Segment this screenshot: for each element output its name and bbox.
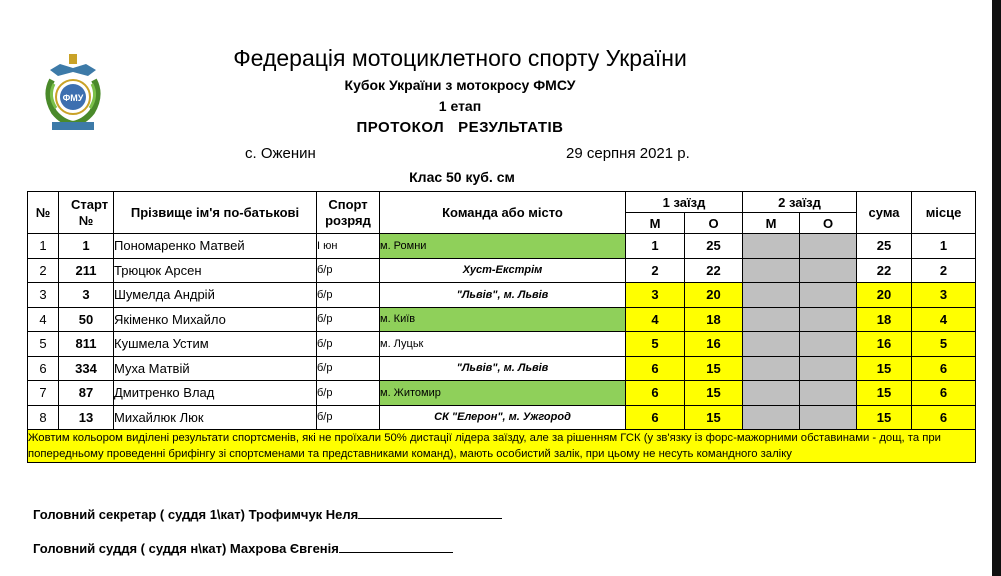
row-race1-o: 15 xyxy=(685,356,743,381)
table-row xyxy=(28,283,976,308)
row-race2-o xyxy=(800,234,857,259)
federation-title: Федерація мотоциклетного спорту України xyxy=(233,45,687,71)
race2-header: 2 заїзд xyxy=(743,192,857,213)
row-race1-o: 16 xyxy=(685,332,743,357)
row-start: 3 xyxy=(59,283,114,308)
yellow-note: Жовтим кольором виділені результати спортсменів, які не проїхали 50% дистації лідера заїзду, але за рішенням ГСК (у зв'язку із форс-мажорними обставинами - дощ, та при попередньому проведенні брифінгу зі спортсменами та представниками команд), мають особистий залік, при цьому не несуть командного заліку xyxy=(28,430,976,463)
row-sum: 20 xyxy=(857,283,912,308)
row-place: 1 xyxy=(912,234,976,259)
row-team: СК "Елерон", м. Ужгород xyxy=(380,405,626,430)
row-start: 811 xyxy=(59,332,114,357)
row-team: м. Ромни xyxy=(380,234,626,259)
table-row xyxy=(28,234,976,259)
row-sum: 25 xyxy=(857,234,912,259)
row-race2-o xyxy=(800,258,857,283)
logo-text: ФМУ xyxy=(62,93,84,103)
row-num: 8 xyxy=(28,405,59,430)
row-race2-o xyxy=(800,307,857,332)
row-start: 13 xyxy=(59,405,114,430)
row-num: 6 xyxy=(28,356,59,381)
row-sum: 15 xyxy=(857,356,912,381)
table-row xyxy=(28,258,976,283)
race2-o-header: О xyxy=(800,213,857,234)
event-place: с. Оженин xyxy=(245,145,316,162)
row-rank: б/р xyxy=(317,405,380,430)
secretary-label: Головний секретар ( суддя 1\кат) Трофимчук Неля xyxy=(33,507,359,522)
right-edge-bar xyxy=(992,0,1001,576)
row-race1-m: 4 xyxy=(626,307,685,332)
row-num: 3 xyxy=(28,283,59,308)
row-team: Хуст-Екстрім xyxy=(380,258,626,283)
row-name: Трюцюк Арсен xyxy=(114,258,317,283)
row-race2-o xyxy=(800,356,857,381)
row-start: 334 xyxy=(59,356,114,381)
row-race2-o xyxy=(800,381,857,406)
row-team: м. Луцьк xyxy=(380,332,626,357)
row-rank: б/р xyxy=(317,381,380,406)
class-title: Клас 50 куб. см xyxy=(409,169,515,185)
row-name: Михайлюк Люк xyxy=(114,405,317,430)
row-race2-m xyxy=(743,307,800,332)
row-race1-o: 20 xyxy=(685,283,743,308)
row-sum: 15 xyxy=(857,381,912,406)
protocol-title: ПРОТОКОЛ РЕЗУЛЬТАТІВ xyxy=(356,119,564,136)
row-team: "Львів", м. Львів xyxy=(380,283,626,308)
secretary-signature xyxy=(33,506,502,522)
row-name: Якіменко Михайло xyxy=(114,307,317,332)
row-race2-o xyxy=(800,405,857,430)
row-place: 5 xyxy=(912,332,976,357)
row-name: Шумелда Андрій xyxy=(114,283,317,308)
row-start: 1 xyxy=(59,234,114,259)
judge-label: Головний суддя ( суддя н\кат) Махрова Євгенія xyxy=(33,541,339,556)
row-name: Кушмела Устим xyxy=(114,332,317,357)
results-table xyxy=(27,191,976,463)
row-race1-o: 22 xyxy=(685,258,743,283)
row-race2-m xyxy=(743,405,800,430)
row-race2-m xyxy=(743,356,800,381)
row-race2-m xyxy=(743,381,800,406)
row-race1-o: 18 xyxy=(685,307,743,332)
row-race1-m: 3 xyxy=(626,283,685,308)
row-start: 50 xyxy=(59,307,114,332)
col-start-header: Старт № xyxy=(59,192,114,234)
row-sum: 15 xyxy=(857,405,912,430)
row-rank: б/р xyxy=(317,332,380,357)
row-start: 87 xyxy=(59,381,114,406)
row-place: 4 xyxy=(912,307,976,332)
cup-title: Кубок України з мотокросу ФМСУ xyxy=(344,77,576,93)
table-row xyxy=(28,356,976,381)
row-place: 2 xyxy=(912,258,976,283)
signature-line xyxy=(339,540,453,553)
table-row xyxy=(28,381,976,406)
row-race1-o: 25 xyxy=(685,234,743,259)
row-num: 2 xyxy=(28,258,59,283)
row-race2-m xyxy=(743,332,800,357)
signature-line xyxy=(358,506,502,519)
row-place: 3 xyxy=(912,283,976,308)
col-name-header: Прізвище ім'я по-батькові xyxy=(114,192,317,234)
row-rank: б/р xyxy=(317,258,380,283)
stage-title: 1 етап xyxy=(438,98,482,114)
row-race1-o: 15 xyxy=(685,405,743,430)
row-race2-m xyxy=(743,258,800,283)
row-rank: б/р xyxy=(317,356,380,381)
race1-o-header: О xyxy=(685,213,743,234)
row-team: м. Житомир xyxy=(380,381,626,406)
row-race1-o: 15 xyxy=(685,381,743,406)
col-team-header: Команда або місто xyxy=(380,192,626,234)
row-rank: б/р xyxy=(317,283,380,308)
row-sum: 16 xyxy=(857,332,912,357)
row-race1-m: 1 xyxy=(626,234,685,259)
col-rank-header: Спорт розряд xyxy=(317,192,380,234)
row-race2-o xyxy=(800,332,857,357)
row-race1-m: 6 xyxy=(626,356,685,381)
table-row xyxy=(28,307,976,332)
row-race2-o xyxy=(800,283,857,308)
row-name: Дмитренко Влад xyxy=(114,381,317,406)
row-sum: 22 xyxy=(857,258,912,283)
row-num: 7 xyxy=(28,381,59,406)
table-row xyxy=(28,405,976,430)
row-num: 4 xyxy=(28,307,59,332)
row-place: 6 xyxy=(912,405,976,430)
event-date: 29 серпня 2021 р. xyxy=(566,145,690,162)
row-race1-m: 5 xyxy=(626,332,685,357)
row-race2-m xyxy=(743,234,800,259)
race1-header: 1 заїзд xyxy=(626,192,743,213)
row-num: 1 xyxy=(28,234,59,259)
col-place-header: місце xyxy=(912,192,976,234)
row-name: Муха Матвій xyxy=(114,356,317,381)
row-num: 5 xyxy=(28,332,59,357)
col-num-header: № xyxy=(28,192,59,234)
race1-m-header: М xyxy=(626,213,685,234)
row-team: м. Київ xyxy=(380,307,626,332)
judge-signature xyxy=(33,540,453,556)
row-race2-m xyxy=(743,283,800,308)
row-sum: 18 xyxy=(857,307,912,332)
row-rank: I юн xyxy=(317,234,380,259)
row-place: 6 xyxy=(912,356,976,381)
row-start: 211 xyxy=(59,258,114,283)
table-row xyxy=(28,332,976,357)
row-rank: б/р xyxy=(317,307,380,332)
race2-m-header: М xyxy=(743,213,800,234)
row-name: Пономаренко Матвей xyxy=(114,234,317,259)
row-place: 6 xyxy=(912,381,976,406)
row-team: "Львів", м. Львів xyxy=(380,356,626,381)
col-sum-header: сума xyxy=(857,192,912,234)
row-race1-m: 2 xyxy=(626,258,685,283)
row-race1-m: 6 xyxy=(626,381,685,406)
row-race1-m: 6 xyxy=(626,405,685,430)
